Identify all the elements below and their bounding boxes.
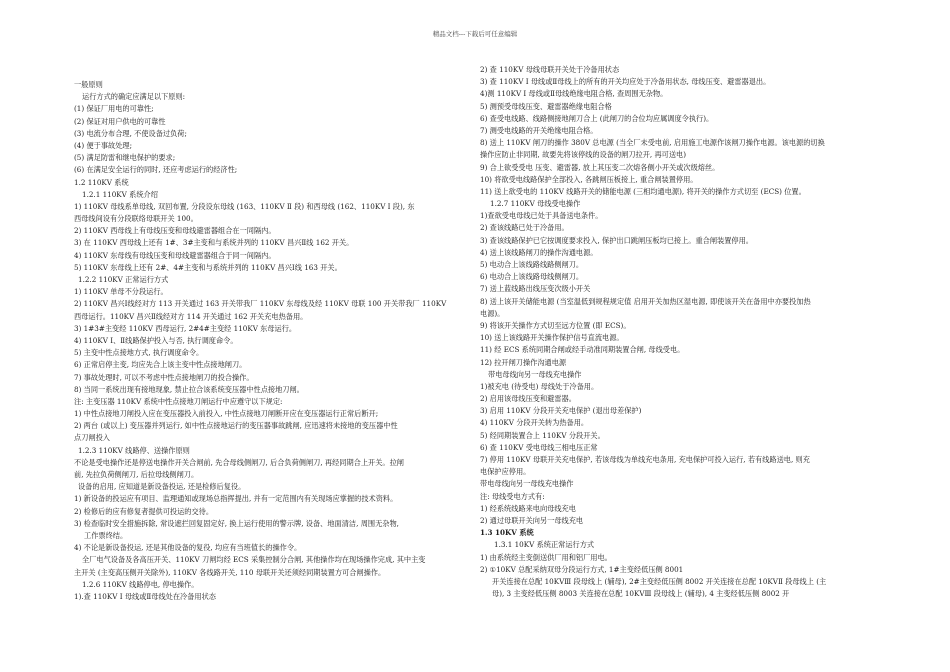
text-line: 5) 经同期装置合上 110KV 分段开关。 bbox=[480, 430, 605, 440]
text-line: 1.3.1 10KV 系统正常运行方式 bbox=[494, 540, 595, 550]
text-line: 4) 110KV 东母线有母线压变和母线避雷器组合于同一间隔内。 bbox=[74, 250, 276, 260]
text-line: (1) 保证厂用电的可靠性; bbox=[74, 104, 154, 114]
text-line: 开关连接在总配 10KVⅢ 段母线上 (辅母), 2#主变经低压侧 8002 开关连接在总配 10KVⅡ 段母线上 (主 bbox=[492, 576, 827, 586]
text-line: 1)被充电 (待受电) 母线处于冷备用。 bbox=[480, 381, 599, 391]
text-line: 注: 母线受电方式有: bbox=[480, 491, 545, 501]
text-line: 一般原则 bbox=[74, 80, 103, 89]
text-line: 1) 经系统线路来电向母线充电 bbox=[480, 503, 576, 513]
text-line: 2) 110KV 西母线上有母线压变和母线避雷器组合在一同隔内。 bbox=[74, 226, 276, 236]
left-column bbox=[74, 79, 514, 603]
text-line: 6) 正常启停主变, 均应先合上该主变中性点接地闸刀。 bbox=[74, 360, 247, 370]
right-column bbox=[480, 64, 920, 600]
text-line: 1).查 110KV Ⅰ 母线或Ⅱ母线处在冷备用状态 bbox=[74, 591, 216, 601]
text-line: 4) 110KV 分段开关转为热备用。 bbox=[480, 418, 589, 428]
text-line: 8) 当同一系统出现有接地现象, 禁止拉合该系统变压器中性点接地刀闸。 bbox=[74, 384, 304, 394]
text-line: 11) 经 ECS 系统同期合闸或经手动准同期装置合闸, 母线受电。 bbox=[480, 345, 685, 355]
text-line: 2) 查 110KV 母线母联开关处于冷备用状态 bbox=[480, 65, 620, 74]
text-line: 不论是受电操作还是停送电操作开关合闸前, 先合母线侧闸刀, 后合负荷侧闸刀, 再经同期合上开关。拉闸 bbox=[74, 457, 404, 467]
text-line: 1.2.6 110KV 线路停电, 停电操作。 bbox=[82, 579, 199, 589]
text-line: 7) 测受电线路的开关绝缘电阻合格。 bbox=[480, 125, 598, 135]
text-line: 注: 主变压器 110KV 系统中性点接地刀闸运行中应遵守以下规定: bbox=[74, 396, 283, 406]
text-line: 3) 查 110KV Ⅰ 母线或Ⅱ母线上的所有的开关均应处于冷备用状态, 母线压变、避雷器退出。 bbox=[480, 77, 771, 87]
text-line: 3) 检查临时安全措施拆除, 常设遮拦回复固定好, 换上运行使用的警示牌, 设备、地面清洁, 周围无杂物, bbox=[74, 518, 399, 528]
text-line: 4) 110KV Ⅰ、Ⅱ线路保护投入与否, 执行调度命令。 bbox=[74, 335, 238, 345]
text-line: 4) 不论是新设备投运, 还是其他设备的复役, 均应有当班值长的操作令。 bbox=[74, 543, 302, 553]
text-line: 6) 查 110KV 受电母线三相电压正常 bbox=[480, 442, 598, 452]
text-line: (3) 电流分布合理, 不使设备过负荷; bbox=[74, 128, 187, 138]
text-line: 5) 110KV 东母线上还有 2#、4#主变和与系统并列的 110KV 昌兴Ⅰ线 163 开关。 bbox=[74, 262, 342, 272]
text-line: 2) ①10KV 总配采纳双母分段运行方式, 1#主变经低压侧 8001 bbox=[480, 564, 684, 574]
text-line: 1) 中性点接地刀闸投入应在变压器投入前投入, 中性点接地刀闸断开应在变压器运行正常后断开; bbox=[74, 409, 379, 419]
text-line: 设备的启用, 应知道是新设备投运, 还是检修后复役。 bbox=[78, 482, 246, 492]
text-line: 操作应防止非同期, 故要先将该停线的设备的闸刀拉开, 再可送电) bbox=[480, 150, 687, 160]
text-line: 1)查欲受电母线已处于具备送电条件。 bbox=[480, 211, 603, 221]
text-line: 5) 测预受母线压变、避雷器绝缘电阻合格 bbox=[480, 101, 612, 111]
text-line: 3) 1#3#主变经 110KV 西母运行, 2#4#主变经 110KV 东母运行。 bbox=[74, 323, 297, 333]
text-line: 点刀闸投入 bbox=[74, 433, 110, 443]
text-line: (2) 保证对用户供电的可靠性 bbox=[74, 116, 166, 126]
text-line: 4)测 110KV Ⅰ 母线或Ⅱ母线绝缘电阻合格, 查周围无杂物。 bbox=[480, 89, 668, 99]
text-line: 9) 将该开关操作方式切至远方位置 (即 ECS)。 bbox=[480, 320, 631, 330]
text-line: 带电母线向另一母线充电操作 bbox=[488, 369, 582, 379]
text-line: 运行方式的确定应满足以下原则: bbox=[82, 92, 186, 102]
text-line: 电保护应停用。 bbox=[480, 467, 531, 477]
text-line: 6) 电动合上该线路母线侧闸刀。 bbox=[480, 272, 584, 282]
text-line: 8) 送上该开关储能电源 (当室温低到规程规定值 启用开关加热区湿电源, 即使该开关在备用中亦要投加热 bbox=[480, 296, 811, 306]
text-line: 2) 110KV 昌兴Ⅰ线经对方 113 开关通过 163 开关带我厂 110KV 东母线及经 110KV 母联 100 开关带我厂 110KV bbox=[74, 299, 447, 309]
text-line: 11) 送上欲受电的 110KV 线路开关的储能电源 (三相均通电源), 将开关的操作方式切至 (ECS) 位置。 bbox=[480, 186, 806, 196]
text-line: 2) 启用该母线压变和避雷器。 bbox=[480, 394, 576, 404]
text-line: 7) 停用 110KV 母联开关充电保护, 若该母线为单线充电条用, 充电保护可投入运行, 若有线路送电, 则充 bbox=[480, 455, 810, 464]
text-line: 1.3 10KV 系统 bbox=[480, 528, 534, 538]
text-line: 9) 合上欲受受电 压变、避雷器, 放上其压变二次熔各侧小开关或次级熔丝。 bbox=[480, 162, 720, 172]
text-line: 7) 送上蓝线路出线压变次级小开关 bbox=[480, 284, 591, 294]
text-line: 1) 新设备的投运应有项目、监理通知或现场总指挥提出, 并有一定范围内有关现场应掌握的技术资料。 bbox=[74, 494, 398, 504]
text-line: 6) 查受电线路、线路侧接地闸刀合上 (此闸刀的合位均应属调度令执行)。 bbox=[480, 113, 714, 123]
text-line: 5) 电动合上该线路线路侧闸刀。 bbox=[480, 260, 584, 269]
text-line: 8) 送上 110KV 闸刀的操作 380V 总电源 (当全厂未受电前, 启用施工电源作该闸刀操作电源。该电源的切换 bbox=[480, 138, 825, 148]
text-line: 3) 在 110KV 西母线上还有 1#、3#主变和与系统并列的 110KV 昌兴Ⅱ线 162 开关。 bbox=[74, 238, 354, 248]
text-line: 5) 主变中性点接地方式, 执行调度命令。 bbox=[74, 348, 204, 358]
text-line: 西母线间设有分段联络母联开关 100。 bbox=[74, 214, 198, 224]
text-line: 西母运行。110KV 昌兴Ⅱ线经对方 114 开关通过 162 开关充电热备用。 bbox=[74, 311, 308, 321]
text-line: (6) 在满足安全运行的同时, 还应考虑运行的经济性; bbox=[74, 165, 238, 175]
text-line: 电源)。 bbox=[480, 308, 505, 318]
text-line: 3) 查该线路保护已它按调度要求投入, 保护出口跳闸压板均已接上。重合闸装置停用。 bbox=[480, 235, 753, 245]
text-line: 3) 启用 110KV 分段开关充电保护 (退出母差保护) bbox=[480, 406, 642, 416]
text-line: 前, 先拉负荷侧闸刀, 后拉母线侧闸刀。 bbox=[74, 470, 199, 479]
text-line: 全厂电气设备及各高压开关、110KV 刀闸均经 ECS 采集控制分合闸, 其他操作均在现场操作完成, 其中主变 bbox=[82, 555, 426, 565]
text-line: 7) 事故处理时, 可以不考虑中性点接地闸刀的投合操作。 bbox=[74, 372, 254, 382]
text-line: 1.2.1 110KV 系统介绍 bbox=[82, 189, 158, 199]
text-line: 10) 将欲受电线路保护全部投入, 各跳闸压板接上, 重合闸装置停用。 bbox=[480, 174, 698, 184]
text-line: 2) 通过母联开关向另一母线充电 bbox=[480, 515, 584, 525]
text-line: 1) 110KV 母线系单母线, 双回布置, 分段设东母线 (163、110KV Ⅱ 段) 和西母线 (162、110KV Ⅰ 段), 东 bbox=[74, 201, 415, 211]
text-line: 10) 送上该线路开关操作保护信号直流电源。 bbox=[480, 333, 624, 343]
text-line: 1) 110KV 单母不分段运行。 bbox=[74, 287, 168, 297]
text-line: 2) 两台 (或以上) 变压器并列运行, 如中性点接地运行的变压器事故跳闸, 应迅速将未接地的变压器中性 bbox=[74, 421, 398, 431]
text-line: 主开关 (主变高压侧开关除外), 110KV 各线路开关, 110 母联开关还须经同期装置方可合闸操作。 bbox=[74, 567, 386, 577]
text-line: 1.2.2 110KV 正常运行方式 bbox=[78, 275, 169, 284]
text-line: (5) 满足防雷和继电保护的要求; bbox=[74, 153, 176, 163]
text-line: 母), 3 主变经低压侧 8003 关连接在总配 10KVⅢ 段母线上 (辅母), 4 主变经低压侧 8002 开 bbox=[492, 589, 790, 599]
text-line: 2) 检修后的应有修复者提供可投运的交待。 bbox=[74, 506, 214, 516]
text-line: 1.2.3 110KV 线路停、送操作原则 bbox=[78, 445, 190, 455]
text-line: 12) 拉开闸刀操作沟通电源 bbox=[480, 357, 567, 367]
text-line: (4) 便于事故处理; bbox=[74, 140, 133, 150]
text-line: 4) 送上该线路闸刀的操作沟通电源。 bbox=[480, 247, 598, 257]
text-line: 工作票终结。 bbox=[84, 530, 128, 540]
text-line: 2) 查该线路已处于冷备用。 bbox=[480, 223, 569, 233]
text-line: 带电母线向另一母线充电操作 bbox=[480, 479, 574, 489]
text-line: 1.2.7 110KV 母线受电操作 bbox=[490, 199, 581, 209]
text-line: 1) 由系统经主变倒送供厂用和铝厂用电。 bbox=[480, 552, 612, 562]
text-line: 1.2 110KV 系统 bbox=[74, 177, 129, 187]
page-header: 精品文档---下载后可任意编辑 bbox=[432, 30, 518, 38]
